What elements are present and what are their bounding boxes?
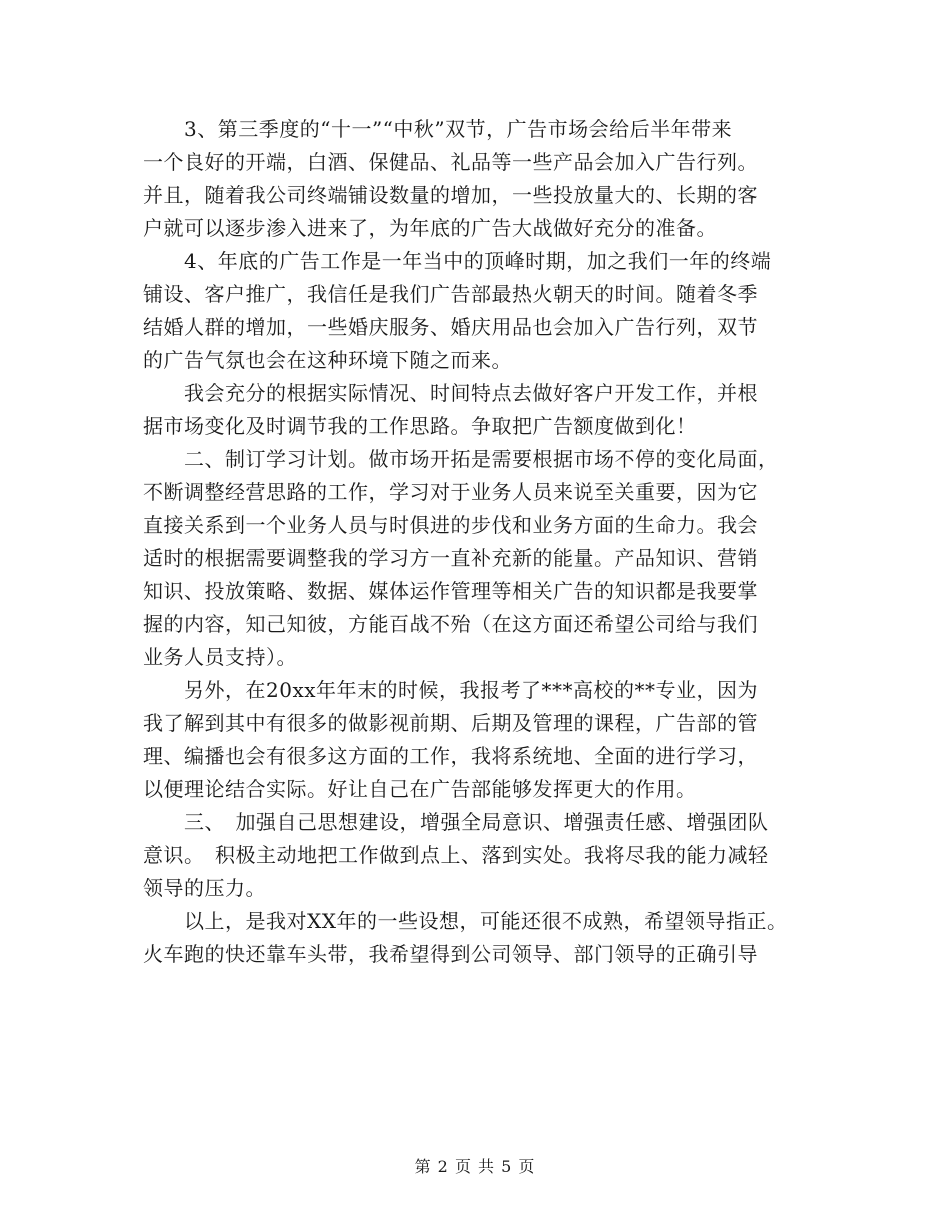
text-line: 并且，随着我公司终端铺设数量的增加，一些投放量大的、长期的客	[143, 183, 758, 207]
text-line: 的广告气氛也会在这种环境下随之而来。	[143, 348, 512, 372]
text-line: 结婚人群的增加，一些婚庆服务、婚庆用品也会加入广告行列，双节	[143, 315, 758, 339]
text-line: 户就可以逐步渗入进来了，为年底的广告大战做好充分的准备。	[143, 216, 717, 240]
document-body	[143, 113, 833, 971]
text-line: 直接关系到一个业务人员与时俱进的步伐和业务方面的生命力。我会	[143, 513, 758, 537]
text-line: 理、编播也会有很多这方面的工作，我将系统地、全面的进行学习，	[143, 744, 758, 768]
text-line: 握的内容，知己知彼，方能百战不殆（在这方面还希望公司给与我们	[143, 612, 758, 636]
text-line: 我会充分的根据实际情况、时间特点去做好客户开发工作，并根	[143, 381, 758, 405]
text-line: 我了解到其中有很多的做影视前期、后期及管理的课程，广告部的管	[143, 711, 758, 735]
text-line: 以便理论结合实际。好让自己在广告部能够发挥更大的作用。	[143, 777, 697, 801]
text-line: 适时的根据需要调整我的学习方一直补充新的能量。产品知识、营销	[143, 546, 758, 570]
text-line: 领导的压力。	[143, 876, 266, 900]
text-line: 意识。 积极主动地把工作做到点上、落到实处。我将尽我的能力减轻	[143, 843, 769, 867]
text-line: 另外，在20xx年年末的时候，我报考了***高校的**专业，因为	[143, 678, 759, 702]
text-line: 据市场变化及时调节我的工作思路。争取把广告额度做到化！	[143, 414, 697, 438]
text-line: 3、第三季度的“十一”“中秋”双节，广告市场会给后半年带来	[143, 117, 733, 141]
text-line: 业务人员支持）。	[143, 645, 297, 669]
text-line: 一个良好的开端，白酒、保健品、礼品等一些产品会加入广告行列。	[143, 150, 758, 174]
page-number-footer: 第 2 页 共 5 页	[414, 1157, 536, 1176]
text-line: 火车跑的快还靠车头带，我希望得到公司领导、部门领导的正确引导	[143, 942, 758, 966]
text-line: 铺设、客户推广，我信任是我们广告部最热火朝天的时间。随着冬季	[143, 282, 758, 306]
text-line: 以上，是我对XX年的一些设想，可能还很不成熟，希望领导指正。	[143, 909, 788, 933]
text-line: 4、年底的广告工作是一年当中的顶峰时期，加之我们一年的终端	[143, 249, 772, 273]
text-line: 三、 加强自己思想建设，增强全局意识、增强责任感、增强团队	[143, 810, 769, 834]
text-line: 不断调整经营思路的工作，学习对于业务人员来说至关重要，因为它	[143, 480, 758, 504]
text-line: 二、制订学习计划。做市场开拓是需要根据市场不停的变化局面，	[143, 447, 779, 471]
text-line: 知识、投放策略、数据、媒体运作管理等相关广告的知识都是我要掌	[143, 579, 758, 603]
